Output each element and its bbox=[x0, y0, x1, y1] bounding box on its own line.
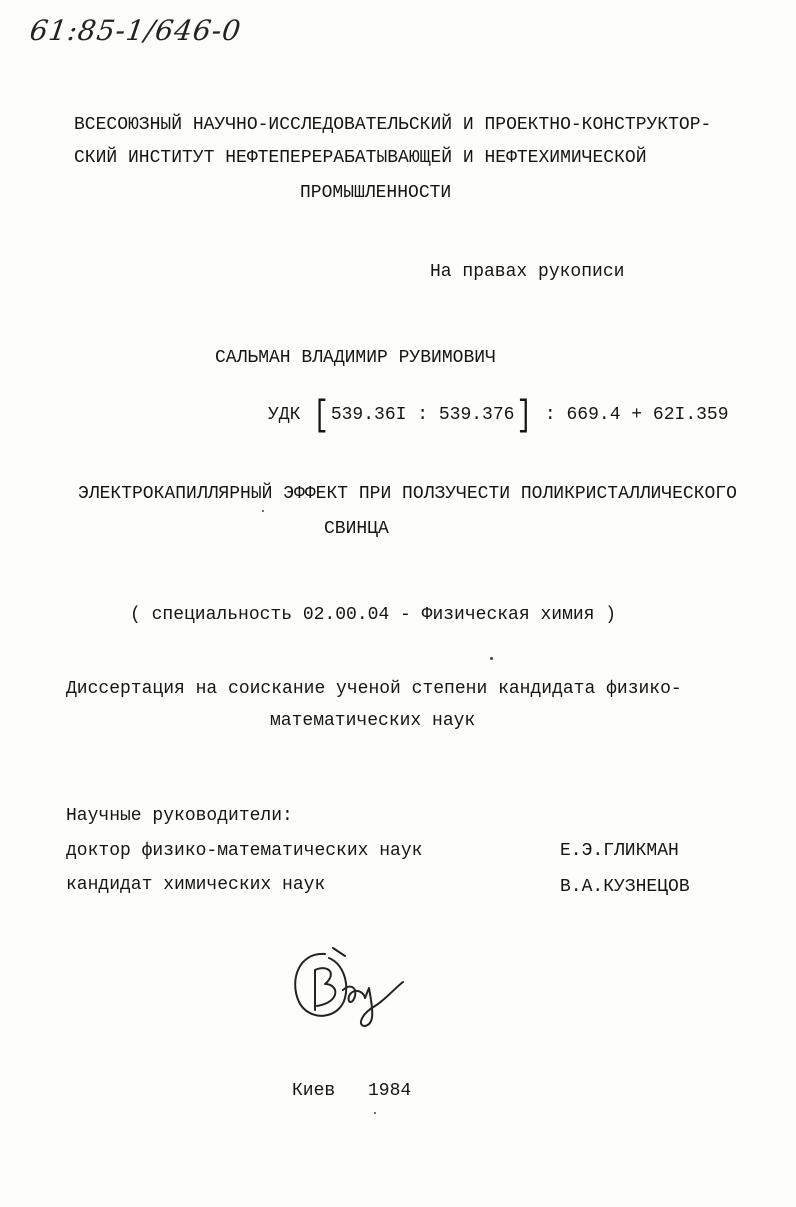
open-bracket: [ bbox=[313, 394, 329, 436]
ink-speck bbox=[490, 657, 493, 660]
institute-line-3: ПРОМЫШЛЕННОСТИ bbox=[300, 183, 452, 203]
archive-number: 61:85-1/646-0 bbox=[27, 14, 244, 47]
year: 1984 bbox=[368, 1081, 412, 1101]
institute-line-2: СКИЙ ИНСТИТУТ НЕФТЕПЕРЕРАБАТЫВАЮЩЕЙ И НЕФТЕХИМИЧЕСКОЙ bbox=[74, 148, 647, 168]
title-line-1: ЭЛЕКТРОКАПИЛЛЯРНЫЙ ЭФФЕКТ ПРИ ПОЛЗУЧЕСТИ ПОЛИКРИСТАЛЛИЧЕСКОГО bbox=[78, 484, 737, 504]
udc-classification bbox=[268, 394, 729, 436]
supervisor-degree: доктор физико-математических наук bbox=[66, 841, 423, 861]
udc-prefix: УДК bbox=[268, 405, 301, 425]
udc-inner: 539.36I : 539.376 bbox=[330, 405, 515, 425]
supervisor-name: Е.Э.ГЛИКМАН bbox=[560, 841, 679, 861]
udc-suffix: : 669.4 + 62I.359 bbox=[544, 405, 729, 425]
close-bracket: ] bbox=[516, 394, 533, 436]
title-line-2: СВИНЦА bbox=[324, 519, 389, 539]
place: Киев bbox=[292, 1081, 336, 1101]
supervisor-degree: кандидат химических наук bbox=[66, 875, 326, 895]
specialty: ( специальность 02.00.04 - Физическая химия ) bbox=[130, 605, 617, 625]
author-name: САЛЬМАН ВЛАДИМИР РУВИМОВИЧ bbox=[215, 348, 496, 368]
supervisor-name: В.А.КУЗНЕЦОВ bbox=[560, 877, 690, 897]
supervisors-heading: Научные руководители: bbox=[66, 806, 293, 826]
handwritten-signature bbox=[285, 940, 415, 1030]
rights-note: На правах рукописи bbox=[430, 262, 625, 282]
ink-speck bbox=[262, 510, 264, 512]
institute-line-1: ВСЕСОЮЗНЫЙ НАУЧНО-ИССЛЕДОВАТЕЛЬСКИЙ И ПРОЕКТНО-КОНСТРУКТОР- bbox=[74, 115, 712, 135]
dissertation-line-1: Диссертация на соискание ученой степени кандидата физико- bbox=[66, 679, 682, 699]
ink-speck bbox=[374, 1112, 376, 1114]
dissertation-line-2: математических наук bbox=[270, 711, 476, 731]
